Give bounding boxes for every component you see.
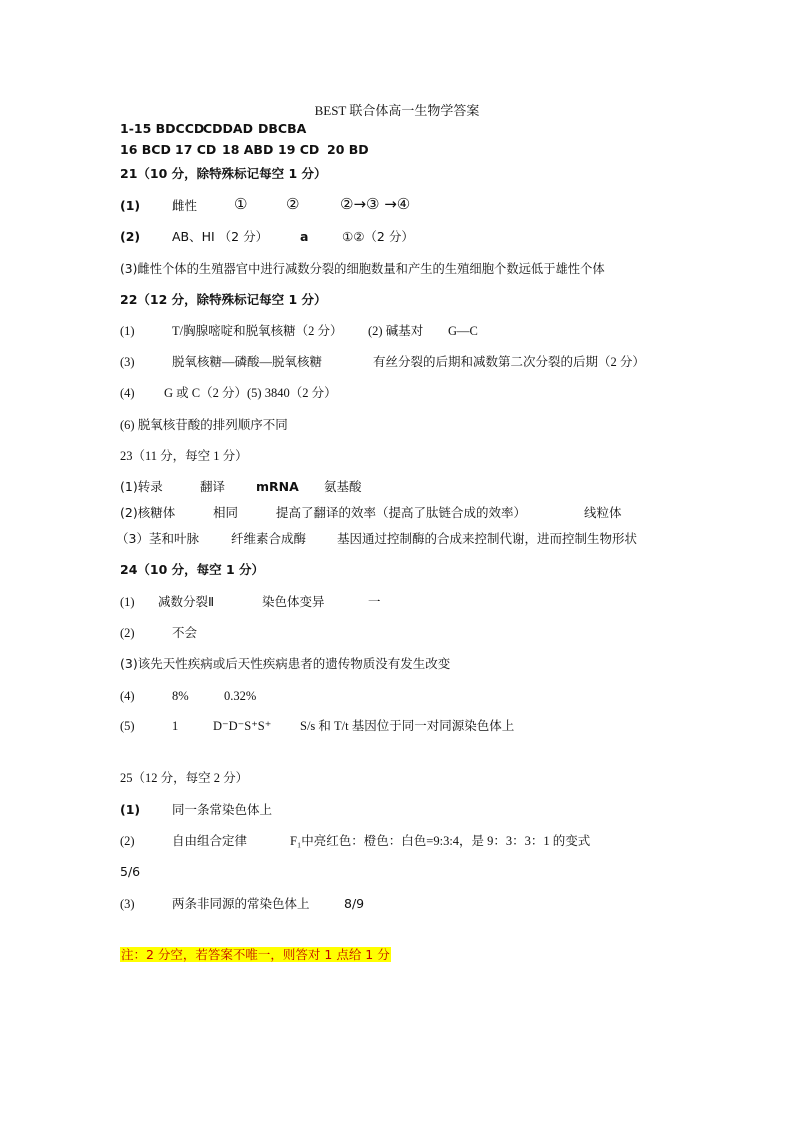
q21-r2-b: a (300, 229, 309, 244)
q25-r4-b: 8/9 (344, 896, 365, 911)
mc-6-10: CDDAD (203, 121, 253, 136)
q21-r1-c: ② (286, 195, 300, 213)
q25-header: 25（12 分，每空 2 分） (120, 771, 249, 785)
q25-r2-b: F₁中亮红色：橙色：白色=9:3:4，是 9：3：3：1 的变式 (290, 834, 591, 848)
q24-r5-a: 1 (172, 719, 179, 733)
q25-r4-num: (3) (120, 897, 135, 911)
q23-r2-a: (2)核糖体 (120, 505, 176, 520)
q24-r4-a: 8% (172, 689, 189, 703)
q21-header: 21（10 分，除特殊标记每空 1 分） (120, 166, 327, 181)
q21-r2-c: ①②（2 分） (342, 229, 414, 244)
q25-row-3: 5/6 (120, 864, 141, 879)
grading-note (120, 947, 391, 963)
q24-r4-num: (4) (120, 689, 135, 703)
q23-header: 23（11 分，每空 1 分） (120, 449, 248, 463)
q24-row-3: (3)该先天性疾病或后天性疾病患者的遗传物质没有发生改变 (120, 656, 451, 671)
q23-r1-a: (1)转录 (120, 479, 163, 494)
q23-r1-d: 氨基酸 (324, 479, 362, 494)
q23-r3-c: 基因通过控制酶的合成来控制代谢，进而控制生物形状 (337, 531, 638, 546)
q23-r1-b: 翻译 (200, 479, 226, 494)
q25-r1-num: (1) (120, 802, 141, 817)
q24-r1-c: 一 (368, 594, 381, 609)
q21-r1-b: ① (234, 195, 248, 213)
grading-note-text: 注：2 分空，若答案不唯一，则答对 1 点给 1 分 (121, 947, 390, 962)
mc-1-15: 1-15 BDCCD (120, 121, 205, 136)
mc-11-15: DBCBA (258, 121, 307, 136)
q25-r1-a: 同一条常染色体上 (172, 802, 273, 817)
q24-header: 24（10 分，每空 1 分） (120, 562, 265, 577)
q22-r2-num: (3) (120, 355, 135, 369)
mc-16: 16 BCD (120, 142, 171, 157)
q22-r3-a: G 或 C（2 分）(5) 3840（2 分） (164, 386, 337, 400)
q21-r2-a: AB、HI （2 分） (172, 229, 269, 244)
q22-r3-num: (4) (120, 386, 135, 400)
q22-row-4: (6) 脱氧核苷酸的排列顺序不同 (120, 418, 288, 432)
q24-r1-a: 减数分裂Ⅱ (158, 594, 215, 609)
q22-r1-c: G—C (448, 324, 478, 338)
q22-r1-a: T/胸腺嘧啶和脱氧核糖（2 分） (172, 324, 343, 338)
mc-18: 18 ABD (222, 142, 274, 157)
q24-r2-num: (2) (120, 626, 135, 640)
mc-20: 20 BD (327, 142, 369, 157)
q23-r3-a: （3）茎和叶脉 (116, 531, 199, 546)
q24-r4-b: 0.32% (224, 689, 257, 703)
q25-r4-a: 两条非同源的常染色体上 (172, 896, 310, 911)
q24-r5-b: D⁻D⁻S⁺S⁺ (213, 719, 272, 733)
q21-r1-d: ②→③ →④ (340, 195, 411, 213)
q22-r2-a: 脱氧核糖—磷酸—脱氧核糖 (172, 355, 323, 369)
q21-r1-a: 雌性 (172, 198, 198, 213)
q22-r1-b: (2) 碱基对 (368, 324, 424, 338)
q22-header: 22（12 分，除特殊标记每空 1 分） (120, 292, 327, 307)
q24-r1-num: (1) (120, 595, 135, 609)
q23-r2-c: 提高了翻译的效率（提高了肽链合成的效率） (276, 505, 527, 520)
q21-r1-num: (1) (120, 198, 141, 213)
q24-r2-a: 不会 (172, 625, 198, 640)
mc-17: 17 CD (175, 142, 217, 157)
q23-r3-b: 纤维素合成酶 (231, 531, 307, 546)
q23-r2-b: 相同 (213, 505, 239, 520)
q24-r5-num: (5) (120, 719, 135, 733)
q22-r2-b: 有丝分裂的后期和减数第二次分裂的后期（2 分） (373, 355, 645, 369)
q24-r5-c: S/s 和 T/t 基因位于同一对同源染色体上 (300, 719, 515, 733)
q23-r2-d: 线粒体 (584, 505, 622, 520)
q21-r2-num: (2) (120, 229, 141, 244)
q23-r1-c: mRNA (256, 479, 299, 494)
page-title: BEST 联合体高一生物学答案 (314, 103, 480, 118)
q25-r2-a: 自由组合定律 (172, 833, 248, 848)
q21-row-3: (3)雌性个体的生殖器官中进行减数分裂的细胞数量和产生的生殖细胞个数远低于雄性个体 (120, 262, 605, 276)
mc-19: 19 CD (278, 142, 320, 157)
q22-r1-num: (1) (120, 324, 135, 338)
q24-r1-b: 染色体变异 (262, 594, 325, 609)
q25-r2-num: (2) (120, 834, 135, 848)
